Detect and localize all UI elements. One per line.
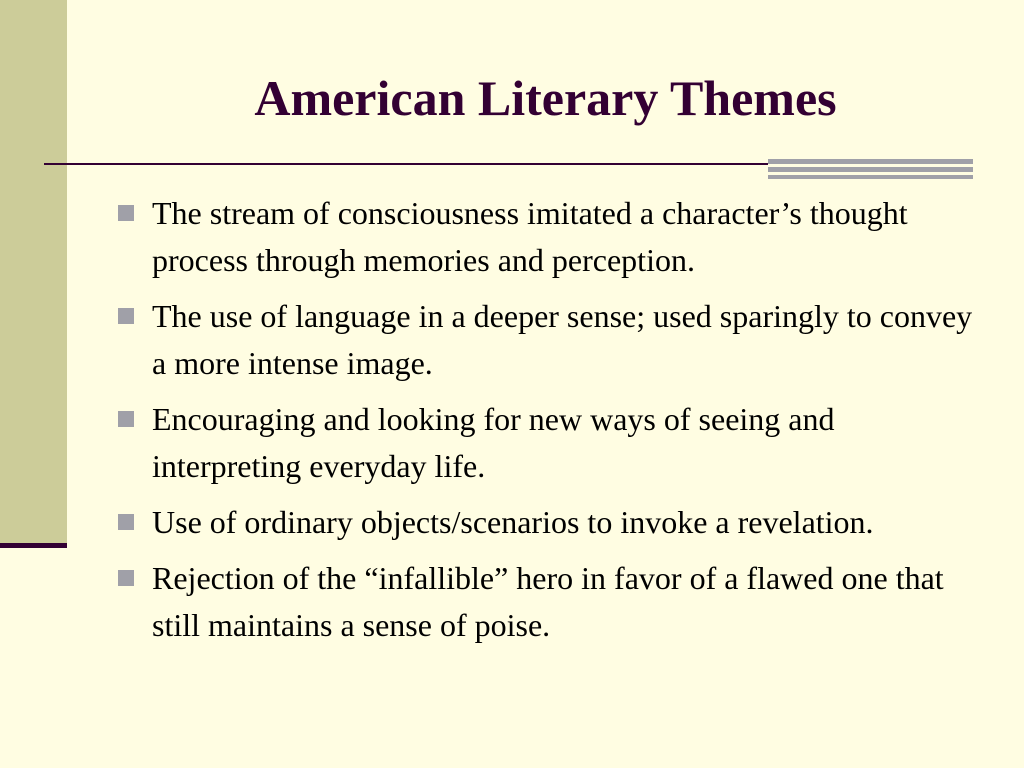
left-accent-line [0,543,67,548]
slide-title: American Literary Themes [254,70,837,126]
bullet-text: Use of ordinary objects/scenarios to invoke a revelation. [152,504,874,540]
bullet-text: The stream of consciousness imitated a character’s thought process through memories and perception. [152,195,908,278]
bullet-item [115,499,975,546]
square-bullet-icon [118,308,134,324]
square-bullet-icon [118,514,134,530]
bullet-item [115,293,975,387]
title-divider-line [44,163,772,165]
square-bullet-icon [118,205,134,221]
left-sidebar-bar [0,0,67,546]
bullet-text: Rejection of the “infallible” hero in favor of a flawed one that still maintains a sense of poise. [152,560,944,643]
square-bullet-icon [118,411,134,427]
bullet-item [115,555,975,649]
bullet-item [115,190,975,284]
bullet-item [115,396,975,490]
divider-accent-stripes [768,159,973,179]
bullet-text: Encouraging and looking for new ways of seeing and interpreting everyday life. [152,401,835,484]
square-bullet-icon [118,570,134,586]
bullet-text: The use of language in a deeper sense; used sparingly to convey a more intense image. [152,298,973,381]
bullet-list [115,190,975,658]
